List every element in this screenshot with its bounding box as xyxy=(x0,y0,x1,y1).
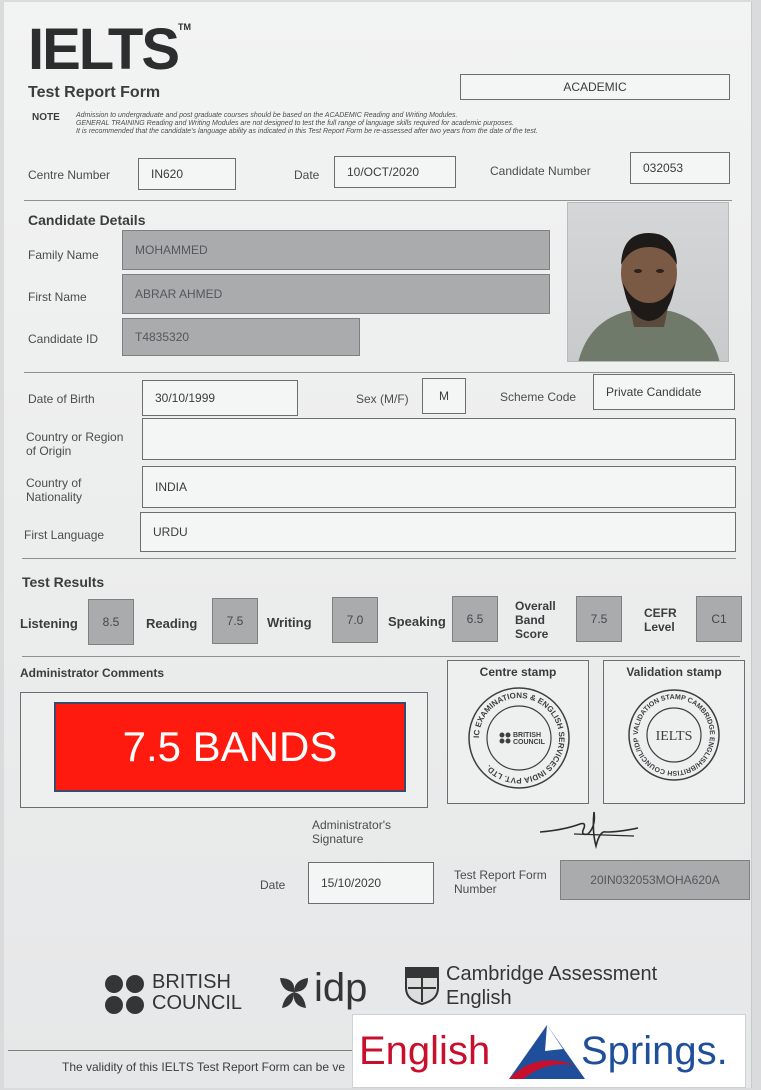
origin-label-line: Country or Region xyxy=(26,430,124,444)
listening-score: 8.5 xyxy=(88,599,134,645)
candidate-details-title: Candidate Details xyxy=(28,212,146,228)
note-label: NOTE xyxy=(32,112,60,123)
candidate-id-value: T4835320 xyxy=(122,318,360,356)
cefr-label-line: CEFR xyxy=(644,606,677,620)
module-box: ACADEMIC xyxy=(460,74,730,100)
cambridge-line: English xyxy=(446,987,512,1009)
origin-label-line: of Origin xyxy=(26,444,72,458)
family-name-value: MOHAMMED xyxy=(122,230,550,270)
first-language-value: URDU xyxy=(140,512,736,552)
signature-icon xyxy=(534,802,644,852)
validation-stamp-seal-icon xyxy=(626,687,722,783)
ielts-logo-tm: TM xyxy=(178,22,192,32)
english-springs-logo xyxy=(352,1014,746,1088)
overall-label xyxy=(515,599,556,641)
svg-text:COUNCIL: COUNCIL xyxy=(513,739,545,746)
british-council-line: BRITISH xyxy=(152,971,231,993)
reading-label: Reading xyxy=(146,616,198,631)
validity-text: The validity of this IELTS Test Report Form can be ve xyxy=(62,1060,346,1074)
idp-logo xyxy=(274,966,384,1016)
overall-score: 7.5 xyxy=(576,596,622,642)
candidate-photo xyxy=(567,202,729,362)
first-name-value: ABRAR AHMED xyxy=(122,274,550,314)
date-value: 10/OCT/2020 xyxy=(334,156,456,188)
divider xyxy=(24,200,732,201)
cambridge-line: Cambridge Assessment xyxy=(446,963,658,985)
admin-signature-label xyxy=(312,818,391,846)
english-springs-english: English xyxy=(359,1029,491,1073)
score-banner: 7.5 BANDS xyxy=(54,702,406,792)
sex-label: Sex (M/F) xyxy=(356,392,409,406)
nationality-value: INDIA xyxy=(142,466,736,508)
cambridge-logo xyxy=(404,962,664,1012)
idp-leaf-icon xyxy=(274,972,314,1012)
svg-text:BRITISH: BRITISH xyxy=(513,732,541,739)
dob-label: Date of Birth xyxy=(28,392,95,406)
writing-score: 7.0 xyxy=(332,597,378,643)
listening-label: Listening xyxy=(20,616,78,631)
signature-label-line: Administrator's xyxy=(312,818,391,832)
mountain-arrow-icon xyxy=(505,1021,589,1083)
english-springs-springs: Springs. xyxy=(581,1029,728,1073)
first-name-label: First Name xyxy=(28,290,87,304)
form-title: Test Report Form xyxy=(28,84,161,101)
person-photo-icon xyxy=(568,203,729,362)
signature-label-line: Signature xyxy=(312,832,364,846)
validation-stamp-label: Validation stamp xyxy=(626,665,722,679)
idp-text: idp xyxy=(314,966,368,1010)
nationality-label-line: Country of xyxy=(26,476,82,490)
centre-stamp-label: Centre stamp xyxy=(479,665,557,679)
divider xyxy=(8,1050,368,1051)
date-label: Date xyxy=(294,168,320,182)
nationality-label xyxy=(26,476,82,504)
cefr-level: C1 xyxy=(696,596,742,642)
overall-label-line: Overall xyxy=(515,599,556,613)
family-name-label: Family Name xyxy=(28,248,99,262)
overall-label-line: Score xyxy=(515,627,549,641)
british-council-logo xyxy=(104,972,244,1016)
cefr-label xyxy=(644,606,677,634)
speaking-score: 6.5 xyxy=(452,596,498,642)
centre-stamp-box xyxy=(447,660,589,804)
divider xyxy=(24,372,732,373)
trf-label-line: Test Report Form xyxy=(454,868,547,882)
note-line: Admission to undergraduate and post graduate courses should be based on the ACADEMIC Reading and Writing Modules. xyxy=(76,112,458,119)
ielts-logo-text: IELTS xyxy=(28,17,179,82)
trf-label-line: Number xyxy=(454,882,497,896)
overall-label-line: Band xyxy=(515,613,545,627)
cambridge-text xyxy=(446,962,657,1010)
test-results-title: Test Results xyxy=(22,574,105,590)
scheme-code-value: Private Candidate xyxy=(593,374,735,410)
candidate-number-value: 032053 xyxy=(630,152,730,184)
dob-value: 30/10/1999 xyxy=(142,380,298,416)
note-line: GENERAL TRAINING Reading and Writing Modules are not designed to test the full range of language skills required for academic purposes. xyxy=(76,120,514,127)
british-council-dots-icon xyxy=(104,974,146,1016)
validation-stamp-box xyxy=(603,660,745,804)
divider xyxy=(22,656,740,657)
note-text xyxy=(76,112,696,136)
trf-number-label xyxy=(454,868,547,896)
writing-label: Writing xyxy=(267,615,312,630)
svg-text:IC EXAMINATIONS & ENGLISH SERV: IC EXAMINATIONS & ENGLISH SERVICES INDIA PVT. LTD. xyxy=(471,690,567,786)
svg-text:IELTS: IELTS xyxy=(655,729,693,744)
cambridge-shield-icon xyxy=(404,966,440,1006)
admin-date-label: Date xyxy=(260,878,286,892)
candidate-number-label: Candidate Number xyxy=(490,164,591,178)
admin-comments-label: Administrator Comments xyxy=(20,666,165,680)
admin-date-value: 15/10/2020 xyxy=(308,862,434,904)
nationality-label-line: Nationality xyxy=(26,490,83,504)
reading-score: 7.5 xyxy=(212,598,258,644)
trf-number-value: 20IN032053MOHA620A xyxy=(560,860,750,900)
candidate-id-label: Candidate ID xyxy=(28,332,99,346)
origin-value xyxy=(142,418,736,460)
british-council-line: COUNCIL xyxy=(152,992,243,1014)
divider xyxy=(22,558,736,559)
first-language-label: First Language xyxy=(24,528,105,542)
speaking-label: Speaking xyxy=(388,614,446,629)
scheme-code-label: Scheme Code xyxy=(500,390,577,404)
centre-stamp-seal-icon xyxy=(466,685,572,791)
centre-number-value: IN620 xyxy=(138,158,236,190)
centre-number-label: Centre Number xyxy=(28,168,111,182)
ielts-logo xyxy=(28,16,191,83)
note-line: It is recommended that the candidate's language ability as indicated in this Test Report Form be re-assessed after two years from the date of the test. xyxy=(76,128,538,135)
svg-text:VALIDATION STAMP CAMBRIDGE ENG: VALIDATION STAMP CAMBRIDGE ENGLISH/BRITISH COUNCIL/IDP xyxy=(632,693,716,777)
origin-label xyxy=(26,430,123,458)
test-report-form xyxy=(4,2,752,1088)
british-council-text xyxy=(152,972,242,1014)
cefr-label-line: Level xyxy=(644,620,675,634)
sex-value: M xyxy=(422,378,466,414)
